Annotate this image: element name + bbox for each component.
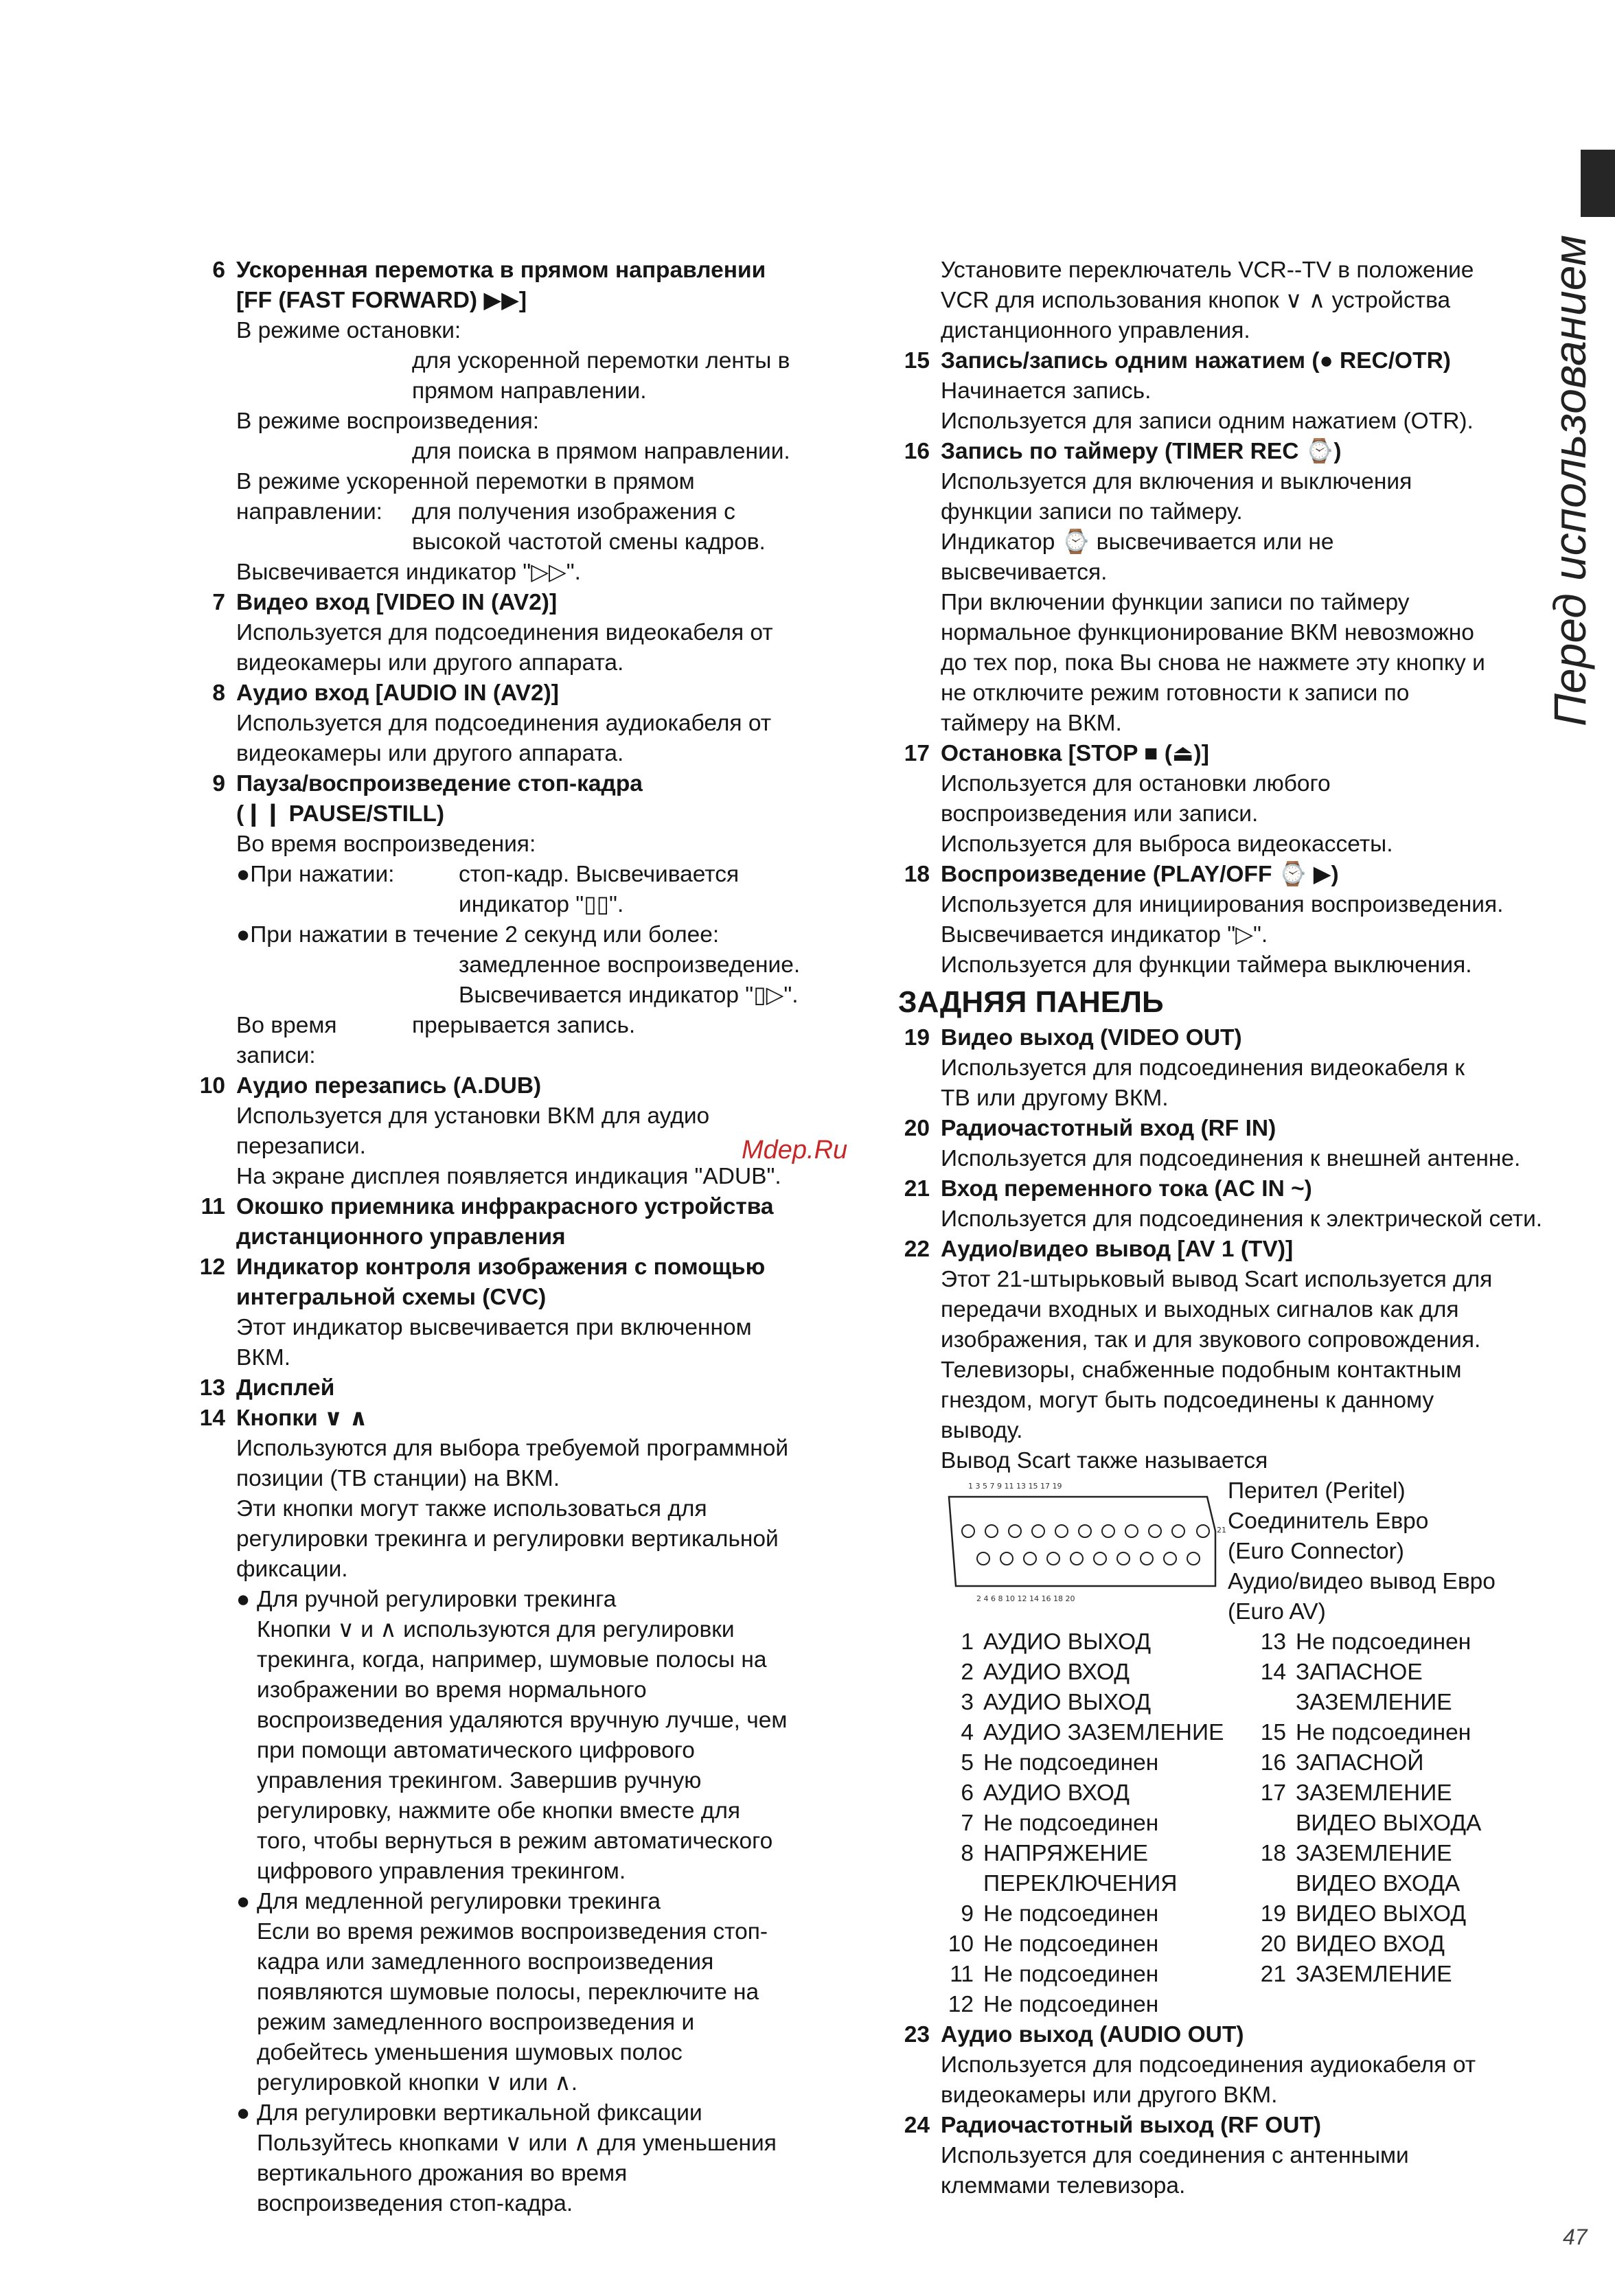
- pin-table-row: [941, 1718, 1571, 1748]
- pin-function: Не подсоединен: [983, 1901, 1159, 1927]
- scart-pin: [1117, 1552, 1130, 1565]
- pin-function: Не подсоединен: [1296, 1720, 1471, 1745]
- pin-entry: [941, 1990, 1253, 2020]
- pin-number: 6: [961, 1780, 974, 1806]
- pin-table-row: [941, 1657, 1571, 1688]
- scart-pin: [985, 1525, 998, 1537]
- pin-number: 13: [1260, 1629, 1286, 1655]
- item-7: 7 Видео вход [VIDEO IN (AV2)] Используется для подсоединения видеокабеля от видеокамеры или другого аппарата.: [194, 588, 853, 678]
- pin-entry: [941, 1657, 1253, 1688]
- right-column: [898, 255, 1571, 2201]
- pin-entry: [1253, 1657, 1566, 1688]
- pin-table-row: [941, 1627, 1571, 1657]
- pin-entry: [1253, 1960, 1566, 1990]
- item-heading: 10 Аудио перезапись (A.DUB): [199, 1073, 542, 1099]
- left-column: [194, 255, 853, 2219]
- item-8: 8 Аудио вход [AUDIO IN (AV2)] Используется для подсоединения аудиокабеля от видеокамеры или другого аппарата.: [194, 678, 853, 769]
- pin-entry: [941, 1839, 1253, 1869]
- item-13: [194, 1373, 853, 1403]
- scart-pin: [1094, 1552, 1106, 1565]
- pin-function: ЗАПАСНОЙ: [1296, 1750, 1424, 1776]
- pin-function: Не подсоединен: [983, 1750, 1159, 1776]
- pin-table-row: [941, 1809, 1571, 1839]
- item-heading: 21 Вход переменного тока (AC IN ~): [904, 1176, 1312, 1202]
- scart-pin: [977, 1552, 989, 1565]
- pin-function: АУДИО ВХОД: [983, 1660, 1130, 1685]
- pin-entry: [941, 1929, 1253, 1960]
- watermark-text: Mdep.Ru: [742, 1136, 848, 1164]
- scart-pin: [1024, 1552, 1036, 1565]
- pin-number: 18: [1260, 1841, 1286, 1866]
- bullet-item: ● Для ручной регулировки трекинга: [194, 1585, 853, 1615]
- pin-number: [1253, 1688, 1296, 1718]
- pin-entry: [941, 1718, 1253, 1748]
- scart-top-pin-numbers: 1 3 5 7 9 11 13 15 17 19: [968, 1482, 1062, 1491]
- pin-entry: [941, 1809, 1253, 1839]
- pin-entry: [1253, 1990, 1566, 2020]
- pin-number: 11: [950, 1962, 974, 1987]
- pin-number: 14: [1260, 1660, 1286, 1685]
- item-21: 21 Вход переменного тока (AC IN ~) Используется для подсоединения к электрической сети.: [898, 1174, 1571, 1235]
- scart-pin: [1125, 1525, 1138, 1537]
- item-6: 6 Ускоренная перемотка в прямом направлении [FF (FAST FORWARD) ▶▶] В режиме остановки: для ускоренной перемотки ленты в прямом направлении. В режиме воспроизведения: для поиска в прямом направлении. В режиме ускоренной перемотки в прямом направлении: для получения изображения с высокой частотой смены кадров. Высвечивается индикатор "▷▷".: [194, 255, 853, 588]
- scart-pin: [1070, 1552, 1083, 1565]
- pin-table-row: [941, 1990, 1571, 2020]
- scart-pin: [1079, 1525, 1091, 1537]
- item-17: 17 Остановка [STOP ■ (⏏)] Используется для остановки любого воспроизведения или записи. Используется для выброса видеокассеты.: [898, 739, 1571, 860]
- scart-bottom-pin-numbers: 2 4 6 8 10 12 14 16 18 20: [976, 1594, 1075, 1603]
- item-9: 9 Пауза/воспроизведение стоп-кадра (❙❙ PAUSE/STILL) Во время воспроизведения: ●При нажатии: стоп-кадр. Высвечивается индикатор "▯▯". ●При нажатии в течение 2 секунд или более: замедленное воспроизведение. Высвечивается индикатор "▯▷". Во время записи: прерывается запись.: [194, 769, 853, 1071]
- item-heading: 9 Пауза/воспроизведение стоп-кадра: [212, 771, 643, 796]
- pin-entry: [1253, 1839, 1566, 1869]
- item-heading: 13 Дисплей: [199, 1375, 335, 1401]
- pin-table-row: [941, 1960, 1571, 1990]
- scart-pin: [1102, 1525, 1114, 1537]
- item-15: 15 Запись/запись одним нажатием (● REC/OTR) Начинается запись. Используется для записи одним нажатием (OTR).: [898, 346, 1571, 437]
- item-23: 23 Аудио выход (AUDIO OUT) Используется для подсоединения аудиокабеля от видеокамеры или другого ВКМ.: [898, 2020, 1571, 2111]
- pin-entry: [1253, 1688, 1566, 1718]
- bullet-item: ● Для регулировки вертикальной фиксации: [194, 2098, 853, 2128]
- pin-number: 12: [948, 1992, 974, 2017]
- pin-table-row: [941, 1778, 1571, 1809]
- section-heading: ЗАДНЯЯ ПАНЕЛЬ: [898, 985, 1164, 1019]
- item-16: 16 Запись по таймеру (TIMER REC ⌚) Используется для включения и выключения функции записи по таймеру. Индикатор ⌚ высвечивается или не высвечивается. При включении функции записи по таймеру нормальное функционирование ВКМ невозможно до тех пор, пока Вы снова не нажмете эту кнопку и не отключите режим готовности к записи по таймеру на ВКМ.: [898, 437, 1571, 739]
- pin-number: 7: [961, 1811, 974, 1836]
- pin-function: Не подсоединен: [1296, 1629, 1471, 1655]
- item-heading: 16 Запись по таймеру (TIMER REC ⌚): [904, 439, 1342, 464]
- pin-table-row: [941, 1748, 1571, 1778]
- item-heading-cont: [FF (FAST FORWARD) ▶▶]: [236, 288, 527, 313]
- scart-pin: [1197, 1525, 1209, 1537]
- pin-entry: [941, 1960, 1253, 1990]
- pin-number: [941, 1869, 983, 1899]
- pin-entry: [941, 1778, 1253, 1809]
- pin-entry: [1253, 1899, 1566, 1929]
- pin-number: 19: [1260, 1901, 1286, 1927]
- pin-function: АУДИО ВЫХОД: [983, 1690, 1152, 1715]
- item-heading: 22 Аудио/видео вывод [AV 1 (TV)]: [904, 1237, 1294, 1262]
- pin-function: Не подсоединен: [983, 1811, 1159, 1836]
- pin-function: НАПРЯЖЕНИЕ: [983, 1841, 1148, 1866]
- pin-entry: [1253, 1929, 1566, 1960]
- scart-pin-table: [898, 1627, 1571, 2020]
- item-heading: 19 Видео выход (VIDEO OUT): [904, 1025, 1242, 1051]
- scart-pin: [1187, 1552, 1200, 1565]
- bullet-dot-icon: ●: [236, 1587, 251, 1612]
- pin-function: ВИДЕО ВХОД: [1296, 1931, 1445, 1957]
- scart-outline: [949, 1497, 1215, 1586]
- item-heading: 8 Аудио вход [AUDIO IN (AV2)]: [212, 680, 559, 706]
- pin-table-row: [941, 1869, 1571, 1899]
- scart-pin: [962, 1525, 974, 1537]
- scart-pin: [1149, 1525, 1161, 1537]
- pin-function: Не подсоединен: [983, 1931, 1159, 1957]
- pin-entry: [941, 1627, 1253, 1657]
- scart-pin-grid: [962, 1525, 1209, 1565]
- pin-table-row: [941, 1899, 1571, 1929]
- bullet-item: ● Для медленной регулировки трекинга: [194, 1887, 853, 1917]
- pin-entry: [941, 1748, 1253, 1778]
- item-heading: 6 Ускоренная перемотка в прямом направлении: [212, 257, 766, 283]
- pin-number: 1: [961, 1629, 974, 1655]
- pin-function: АУДИО ВЫХОД: [983, 1629, 1152, 1655]
- pin-number: 15: [1260, 1720, 1286, 1745]
- pin-number: 9: [961, 1901, 974, 1927]
- pin-function: ВИДЕО ВХОДА: [1296, 1871, 1461, 1896]
- pin-number: 21: [1260, 1962, 1286, 1987]
- item-20: 20 Радиочастотный вход (RF IN) Используется для подсоединения к внешней антенне.: [898, 1114, 1571, 1174]
- item-heading: 17 Остановка [STOP ■ (⏏)]: [904, 741, 1209, 766]
- pin-number: 3: [961, 1690, 974, 1715]
- pin-function: ВИДЕО ВЫХОД: [1296, 1901, 1467, 1927]
- item-heading: 20 Радиочастотный вход (RF IN): [904, 1116, 1276, 1141]
- item-heading: 15 Запись/запись одним нажатием (● REC/OTR): [904, 348, 1451, 374]
- item-24: 24 Радиочастотный выход (RF OUT) Используется для соединения с антенными клеммами телевизора.: [898, 2111, 1571, 2201]
- pin-entry: [1253, 1627, 1566, 1657]
- pin-number: 8: [961, 1841, 974, 1866]
- scart-pin: [1172, 1525, 1184, 1537]
- item-heading: 11 Окошко приемника инфракрасного устройства: [201, 1194, 774, 1219]
- pin-function: ВИДЕО ВЫХОДА: [1296, 1811, 1482, 1836]
- pin-entry: [1253, 1869, 1566, 1899]
- pin-function: АУДИО ЗАЗЕМЛЕНИЕ: [983, 1720, 1224, 1745]
- item-heading: 12 Индикатор контроля изображения с помощью: [199, 1254, 766, 1280]
- scart-pin: [1141, 1552, 1153, 1565]
- item-12: 12 Индикатор контроля изображения с помощью интегральной схемы (CVC) Этот индикатор высвечивается при включенном ВКМ.: [194, 1252, 853, 1373]
- pin-table-row: [941, 1688, 1571, 1718]
- item-heading: 7 Видео вход [VIDEO IN (AV2)]: [212, 590, 558, 615]
- pin-function: ЗАЗЕМЛЕНИЕ: [1296, 1841, 1452, 1866]
- pin-number: 4: [961, 1720, 974, 1745]
- pin-function: ЗАПАСНОЕ: [1296, 1660, 1423, 1685]
- pin-function: ЗАЗЕМЛЕНИЕ: [1296, 1962, 1452, 1987]
- pin-number: 17: [1260, 1780, 1286, 1806]
- intro-paragraph: Установите переключатель VCR--TV в положение VCR для использования кнопок ∨ ∧ устройства дистанционного управления.: [941, 257, 1474, 343]
- bullet-dot-icon: ●: [236, 2100, 251, 2126]
- scart-connector-block: [898, 1476, 1571, 1627]
- scart-pin: [1009, 1525, 1021, 1537]
- pin-entry: [1253, 1748, 1566, 1778]
- pin-function: ЗАЗЕМЛЕНИЕ: [1296, 1780, 1452, 1806]
- pin-number: 20: [1260, 1931, 1286, 1957]
- item-10: 10 Аудио перезапись (A.DUB) Используется для установки ВКМ для аудио перезаписи. На экране дисплея появляется индикация "ADUB".: [194, 1071, 853, 1192]
- pin-entry: [1253, 1778, 1566, 1809]
- pin-number: [1253, 1990, 1296, 2020]
- scart-pin: [1032, 1525, 1044, 1537]
- scart-alternate-names: Перител (Peritel) Соединитель Евро (Euro Connector) Аудио/видео вывод Евро (Euro AV): [1228, 1478, 1496, 1625]
- page-edge-tab-marker: [1581, 150, 1615, 217]
- pin-function: АУДИО ВХОД: [983, 1780, 1130, 1806]
- side-section-title: Перед использованием: [1544, 235, 1595, 726]
- page-number: 47: [1563, 2225, 1588, 2249]
- scart-connector-icon: [941, 1476, 1226, 1607]
- pin-entry: [941, 1869, 1253, 1899]
- scart-pin: [1000, 1552, 1013, 1565]
- item-19: 19 Видео выход (VIDEO OUT) Используется для подсоединения видеокабеля к ТВ или другому ВКМ.: [898, 1023, 1571, 1114]
- pin-entry: [941, 1688, 1253, 1718]
- pin-table-row: [941, 1839, 1571, 1869]
- scart-pin: [1164, 1552, 1176, 1565]
- pin-number: 5: [961, 1750, 974, 1776]
- pin-number: [1253, 1869, 1296, 1899]
- pin-entry: [941, 1899, 1253, 1929]
- item-heading: 18 Воспроизведение (PLAY/OFF ⌚ ▶): [904, 862, 1339, 887]
- item-heading: 23 Аудио выход (AUDIO OUT): [904, 2022, 1244, 2047]
- scart-pin: [1055, 1525, 1068, 1537]
- bullet-dot-icon: ●: [236, 1889, 251, 1914]
- pin-number: [1253, 1809, 1296, 1839]
- item-heading: 24 Радиочастотный выход (RF OUT): [904, 2113, 1322, 2138]
- scart-pin: [1047, 1552, 1060, 1565]
- pin-function: Не подсоединен: [983, 1962, 1159, 1987]
- pin-number: 10: [948, 1931, 974, 1957]
- item-heading: 14 Кнопки ∨ ∧: [199, 1405, 368, 1431]
- pin-table-row: [941, 1929, 1571, 1960]
- pin-function: ПЕРЕКЛЮЧЕНИЯ: [983, 1871, 1178, 1896]
- item-14: 14 Кнопки ∨ ∧ Используются для выбора требуемой программной позиции (ТВ станции) на ВКМ. Эти кнопки могут также использоваться для регулировки трекинга и регулировки вертикальной фиксации. ● Для ручной регулировки трекинга Кнопки ∨ и ∧ используются для регулировки трекинга, когда, например, шумовые полосы на изображении во время нормального воспроизведения удаляются вручную лучше, чем при помощи автоматического цифрового управления трекингом. Завершив ручную регулировку, нажмите обе кнопки вместе для того, чтобы вернуться в режим автоматического цифрового управления трекингом. ● Для медленной регулировки трекинга Если во время режимов воспроизведения стоп- кадра или замедленного воспроизведения появляются шумовые полосы, переключите на режим замедленного воспроизведения и добейтесь уменьшения шумовых полос регулировкой кнопки ∨ или ∧. ● Для регулировки вертикальной фиксации Пользуйтесь кнопками ∨ или ∧ для уменьшения вертикального дрожания во время воспроизведения стоп-кадра.: [194, 1403, 853, 2219]
- pin-number: 2: [961, 1660, 974, 1685]
- pin-entry: [1253, 1809, 1566, 1839]
- item-18: 18 Воспроизведение (PLAY/OFF ⌚ ▶) Используется для инициирования воспроизведения. Высвечивается индикатор "▷". Используется для функции таймера выключения.: [898, 860, 1571, 980]
- pin-function: Не подсоединен: [983, 1992, 1159, 2017]
- scart-connector-illustration: [941, 1476, 1226, 1607]
- item-11: 11 Окошко приемника инфракрасного устройства дистанционного управления: [194, 1192, 853, 1252]
- pin-number: 16: [1260, 1750, 1286, 1776]
- pin-function: ЗАЗЕМЛЕНИЕ: [1296, 1690, 1452, 1715]
- item-22: 22 Аудио/видео вывод [AV 1 (TV)] Этот 21-штырьковый вывод Scart используется для передачи входных и выходных сигналов как для изображения, так и для звукового сопровождения. Телевизоры, снабженные подобным контактным гнездом, могут быть подсоединены к данному выводу. Вывод Scart также называется 1 3 5 7 9 11 13 15 17 19 21 2 4 6 8 10 12 14 16 18 20 Перител (Peritel) Соединитель Евро (Euro Connector) Аудио/видео вывод Евро (Euro AV) 1 АУДИО ВЫХОД 13 Не подсоединен 2 АУДИО ВХОД 14 ЗАПАСНОЕ 3 АУДИО ВЫХОД ЗАЗЕМЛЕНИЕ 4 АУДИО ЗАЗЕМЛЕНИЕ 15 Не подсоединен 5 Не подсоединен 16 ЗАПАСНОЙ 6 АУДИО ВХОД 17 ЗАЗЕМЛЕНИЕ 7 Не подсоединен ВИДЕО ВЫХОДА 8 НАПРЯЖЕНИЕ 18 ЗАЗЕМЛЕНИЕ ПЕРЕКЛЮЧЕНИЯ ВИДЕО ВХОДА 9 Не подсоединен 19 ВИДЕО ВЫХОД 10 Не подсоединен 20 ВИДЕО ВХОД 11 Не подсоединен 21 ЗАЗЕМЛЕНИЕ 12 Не подсоединен: [898, 1235, 1571, 2020]
- pin-entry: [1253, 1718, 1566, 1748]
- scart-pin21-label: 21: [1217, 1526, 1226, 1535]
